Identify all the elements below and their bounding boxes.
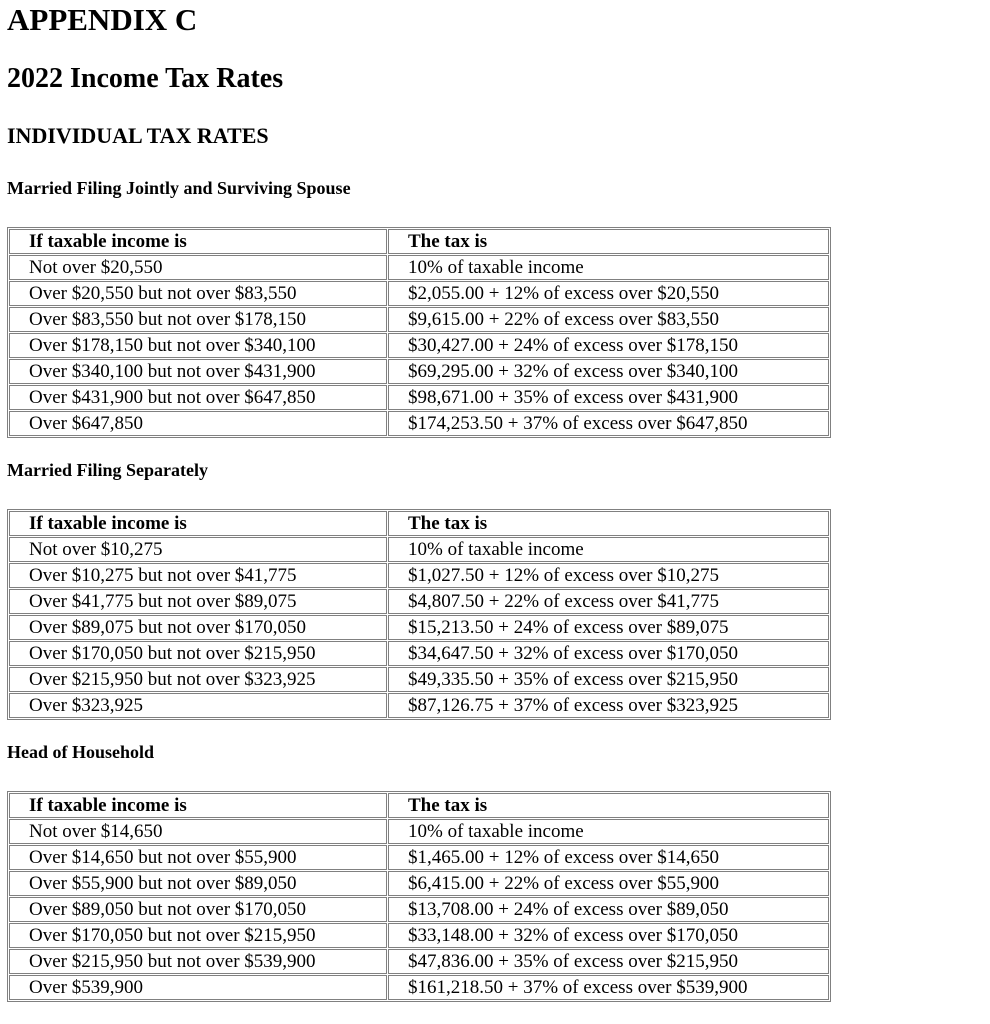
table-row: [9, 923, 829, 948]
income-cell: Over $20,550 but not over $83,550: [9, 281, 387, 306]
income-cell: Over $83,550 but not over $178,150: [9, 307, 387, 332]
income-cell: Over $89,075 but not over $170,050: [9, 615, 387, 640]
table-row: [9, 333, 829, 358]
filing-status-heading: Married Filing Jointly and Surviving Spouse: [7, 178, 351, 198]
tax-cell: $9,615.00 + 22% of excess over $83,550: [388, 307, 829, 332]
filing-status-heading: Head of Household: [7, 742, 155, 762]
table-row: [9, 871, 829, 896]
tax-cell: $15,213.50 + 24% of excess over $89,075: [388, 615, 829, 640]
table-row: [9, 819, 829, 844]
tax-rate-table: [7, 509, 831, 720]
income-cell: Over $14,650 but not over $55,900: [9, 845, 387, 870]
tax-rate-table: [7, 227, 831, 438]
tax-cell: $1,027.50 + 12% of excess over $10,275: [388, 563, 829, 588]
income-cell: Not over $20,550: [9, 255, 387, 280]
table-row: [9, 667, 829, 692]
section-title: INDIVIDUAL TAX RATES: [7, 123, 269, 148]
income-cell: Over $340,100 but not over $431,900: [9, 359, 387, 384]
income-cell: Over $431,900 but not over $647,850: [9, 385, 387, 410]
tax-cell: $13,708.00 + 24% of excess over $89,050: [388, 897, 829, 922]
tax-cell: $161,218.50 + 37% of excess over $539,900: [388, 975, 829, 1000]
table-row: [9, 255, 829, 280]
tax-cell: 10% of taxable income: [388, 537, 829, 562]
table-row: [9, 563, 829, 588]
tax-cell: $4,807.50 + 22% of excess over $41,775: [388, 589, 829, 614]
table-row: [9, 589, 829, 614]
tax-cell: $1,465.00 + 12% of excess over $14,650: [388, 845, 829, 870]
income-column-header: If taxable income is: [9, 511, 387, 536]
income-cell: Over $178,150 but not over $340,100: [9, 333, 387, 358]
income-cell: Not over $14,650: [9, 819, 387, 844]
table-row: [9, 359, 829, 384]
table-row: [9, 281, 829, 306]
table-row: [9, 385, 829, 410]
page-title: 2022 Income Tax Rates: [7, 63, 284, 94]
tax-cell: $2,055.00 + 12% of excess over $20,550: [388, 281, 829, 306]
income-cell: Over $215,950 but not over $323,925: [9, 667, 387, 692]
table-header-row: [9, 793, 829, 818]
tax-cell: $47,836.00 + 35% of excess over $215,950: [388, 949, 829, 974]
tax-cell: $49,335.50 + 35% of excess over $215,950: [388, 667, 829, 692]
table-row: [9, 641, 829, 666]
tax-cell: $174,253.50 + 37% of excess over $647,850: [388, 411, 829, 436]
income-cell: Over $170,050 but not over $215,950: [9, 641, 387, 666]
table-row: [9, 949, 829, 974]
table-row: [9, 975, 829, 1000]
tax-cell: 10% of taxable income: [388, 255, 829, 280]
tax-cell: $69,295.00 + 32% of excess over $340,100: [388, 359, 829, 384]
income-cell: Over $89,050 but not over $170,050: [9, 897, 387, 922]
tax-column-header: The tax is: [388, 511, 829, 536]
tax-cell: 10% of taxable income: [388, 819, 829, 844]
tax-cell: $87,126.75 + 37% of excess over $323,925: [388, 693, 829, 718]
tax-cell: $98,671.00 + 35% of excess over $431,900: [388, 385, 829, 410]
tax-rate-table: [7, 791, 831, 1002]
income-column-header: If taxable income is: [9, 229, 387, 254]
table-header-row: [9, 511, 829, 536]
table-row: [9, 307, 829, 332]
tax-cell: $33,148.00 + 32% of excess over $170,050: [388, 923, 829, 948]
income-cell: Over $323,925: [9, 693, 387, 718]
income-column-header: If taxable income is: [9, 793, 387, 818]
table-row: [9, 845, 829, 870]
income-cell: Over $10,275 but not over $41,775: [9, 563, 387, 588]
tax-cell: $30,427.00 + 24% of excess over $178,150: [388, 333, 829, 358]
tax-column-header: The tax is: [388, 229, 829, 254]
table-row: [9, 537, 829, 562]
income-cell: Over $170,050 but not over $215,950: [9, 923, 387, 948]
table-row: [9, 693, 829, 718]
income-cell: Over $55,900 but not over $89,050: [9, 871, 387, 896]
table-row: [9, 411, 829, 436]
income-cell: Over $215,950 but not over $539,900: [9, 949, 387, 974]
table-row: [9, 615, 829, 640]
filing-status-heading: Married Filing Separately: [7, 460, 208, 480]
tax-column-header: The tax is: [388, 793, 829, 818]
tax-cell: $34,647.50 + 32% of excess over $170,050: [388, 641, 829, 666]
income-cell: Over $647,850: [9, 411, 387, 436]
table-row: [9, 897, 829, 922]
income-cell: Not over $10,275: [9, 537, 387, 562]
appendix-label: APPENDIX C: [7, 2, 198, 37]
income-cell: Over $539,900: [9, 975, 387, 1000]
tax-cell: $6,415.00 + 22% of excess over $55,900: [388, 871, 829, 896]
income-cell: Over $41,775 but not over $89,075: [9, 589, 387, 614]
table-header-row: [9, 229, 829, 254]
